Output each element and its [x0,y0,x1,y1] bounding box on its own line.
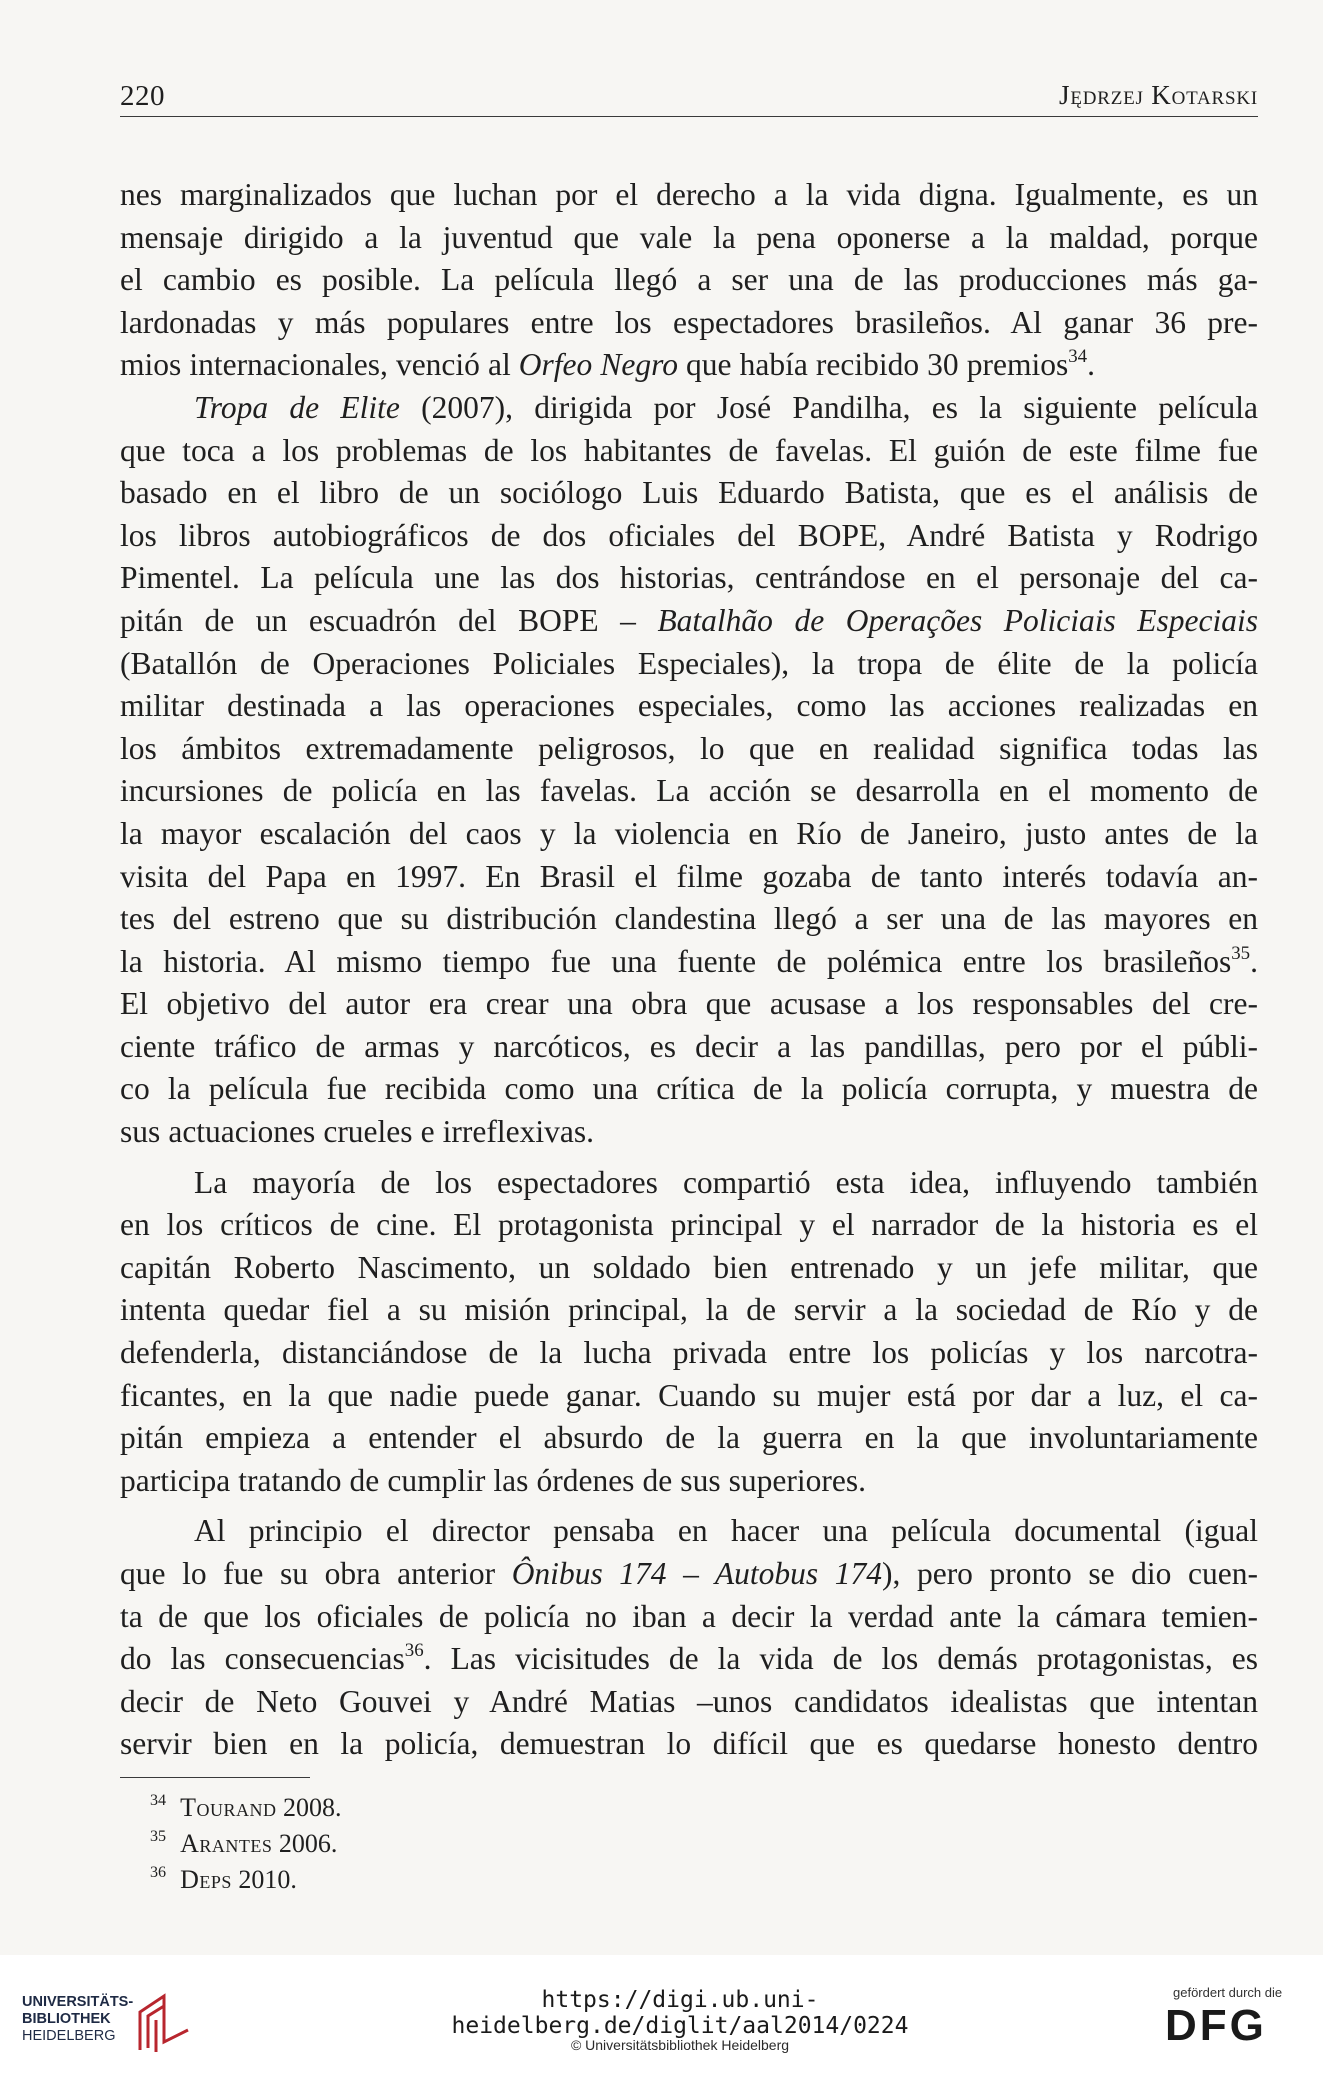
text-line [120,1553,1258,1596]
text-run: que lo fue su obra anterior [120,1556,512,1591]
library-emblem-icon [134,1990,194,2056]
film-title-tropa-de-elite: Tropa de Elite [194,389,400,425]
text-line: los libros autobiográficos de dos oficiales del BOPE, André Batista y Rodrigo [120,517,1258,553]
footnotes [120,1790,720,1898]
library-name-line: BIBLIOTHEK [22,2011,111,2027]
footnote-35 [120,1826,720,1862]
paragraph-4 [120,1510,1258,1766]
dfg-logo-text: DFG [1165,2001,1267,2050]
text-run: (2007), dirigida por José Pandilha, es la siguiente película [399,389,1258,425]
footnote-author: Arantes [180,1829,273,1858]
text-line: el cambio es posible. La película llegó a ser una de las producciones más ga- [120,262,1258,298]
text-line: Al principio el director pensaba en hacer una película documental (igual [194,1513,1258,1549]
text-line: capitán Roberto Nascimento, un soldado bien entrenado y un jefe militar, que [120,1249,1258,1285]
running-head-author: Jędrzej Kotarski [1059,80,1258,110]
text-line: nes marginalizados que luchan por el derecho a la vida digna. Igualmente, es un [120,177,1258,212]
footnote-34 [120,1790,720,1826]
text-line [120,344,1258,387]
funded-by-caption: gefördert durch die [1173,1985,1283,2000]
text-line: que toca a los problemas de los habitantes de favelas. El guión de este filme fue [120,432,1258,468]
film-title-onibus-174: Ônibus 174 – Autobus 174 [511,1556,882,1591]
text-run: ), pero pronto se dio cuen- [882,1556,1258,1591]
dfg-funding-logo[interactable] [1165,1985,1305,2065]
text-line: basado en el libro de un sociólogo Luis Eduardo Batista, que es el análisis de [120,475,1258,511]
library-name-line: HEIDELBERG [22,2028,116,2044]
viewer-footer [0,1955,1323,2075]
text-line: decir de Neto Gouvei y André Matias –unos candidatos idealistas que intentan [120,1683,1258,1719]
text-line: ta de que los oficiales de policía no iban a decir la verdad ante la cámara temien- [120,1598,1258,1634]
text-run: que había recibido 30 premios [677,347,1069,383]
text-run: do las consecuencias [120,1641,405,1677]
text-line: mensaje dirigido a la juventud que vale la pena oponerse a la maldad, porque [120,219,1258,255]
footnote-year: 2006. [278,1829,338,1858]
page-number: 220 [120,80,165,112]
permalink-url[interactable]: https://digi.ub.uni-heidelberg.de/diglit/aal2014/0224 [451,1987,909,2039]
text-line: (Batallón de Operaciones Policiales Especiales), la tropa de élite de la policía [120,645,1258,681]
paragraph-1 [120,174,1258,387]
text-line: La mayoría de los espectadores compartió esta idea, influyendo también [194,1164,1258,1200]
bope-full-name: Batalhão de Operações Policiais Especiais [657,602,1258,638]
text-line: la mayor escalación del caos y la violencia en Río de Janeiro, justo antes de la [120,815,1258,851]
footnote-36 [120,1862,720,1898]
footnote-year: 2008. [283,1793,342,1822]
text-line: incursiones de policía en las favelas. La acción se desarrolla en el momento de [120,773,1258,809]
text-line: en los críticos de cine. El protagonista principal y el narrador de la historia es el [120,1207,1258,1243]
footnote-number: 36 [150,1863,167,1881]
text-line: servir bien en la policía, demuestran lo difícil que es quedarse honesto dentro [120,1726,1258,1762]
footnote-year: 2010. [238,1865,297,1894]
text-line: co la película fue recibida como una crítica de la policía corrupta, y muestra de [120,1071,1258,1107]
text-run: la historia. Al mismo tiempo fue una fuente de polémica entre los brasileños [120,943,1232,979]
text-run: . [1087,347,1095,383]
text-run: pitán de un escuadrón del BOPE – [120,602,658,638]
paragraph-3 [120,1162,1258,1503]
text-line [120,1638,1258,1681]
footnote-ref-34[interactable]: 34 [1068,346,1088,368]
text-line: lardonadas y más populares entre los espectadores brasileños. Al ganar 36 pre- [120,304,1258,340]
footnote-number: 35 [150,1827,167,1845]
text-line: defenderla, distanciándose de la lucha privada entre los policías y los narcotra- [120,1335,1258,1371]
text-line: sus actuaciones crueles e irreflexivas. [120,1114,594,1150]
text-line: militar destinada a las operaciones especiales, como las acciones realizadas en [120,688,1258,724]
footnote-author: Tourand [180,1793,277,1822]
footnote-separator [120,1777,310,1778]
text-line: tes del estreno que su distribución clandestina llegó a ser una de las mayores en [120,901,1258,937]
text-line: ciente tráfico de armas y narcóticos, es decir a las pandillas, pero por el públi- [120,1028,1258,1064]
text-line: visita del Papa en 1997. En Brasil el filme gozaba de tanto interés todavía an- [120,858,1258,894]
library-name-line: UNIVERSITÄTS- [22,1994,134,2010]
text-line: Pimentel. La película une las dos historias, centrándose en el personaje del ca- [120,560,1258,596]
running-head [120,72,1258,117]
text-run: . Las vicisitudes de la vida de los demás protagonistas, es [423,1641,1258,1677]
text-line: los ámbitos extremadamente peligrosos, lo que en realidad significa todas las [120,730,1258,766]
text-line [120,600,1258,643]
text-line: intenta quedar fiel a su misión principal, la de servir a la sociedad de Río y de [120,1292,1258,1328]
text-line: participa tratando de cumplir las órdenes de sus superiores. [120,1462,866,1498]
footnote-number: 34 [150,1791,167,1809]
copyright-notice: © Universitätsbibliothek Heidelberg [570,2037,790,2053]
footnote-author: Deps [180,1865,232,1894]
text-run: . [1250,943,1258,979]
paragraph-2 [120,387,1258,1154]
film-title-orfeo-negro: Orfeo Negro [518,347,678,383]
text-line: El objetivo del autor era crear una obra que acusase a los responsables del cre- [120,986,1258,1022]
text-line [120,387,1258,430]
text-line: pitán empieza a entender el absurdo de la guerra en la que involuntariamente [120,1420,1258,1456]
body-text [120,174,1258,1766]
library-name [22,1994,133,2045]
text-line: ficantes, en la que nadie puede ganar. Cuando su mujer está por dar a luz, el ca- [120,1377,1258,1413]
text-run: mios internacionales, venció al [120,347,519,383]
footnote-ref-36[interactable]: 36 [404,1639,424,1661]
text-line [120,941,1258,984]
university-library-logo[interactable] [22,1990,192,2060]
footnote-ref-35[interactable]: 35 [1231,942,1251,964]
